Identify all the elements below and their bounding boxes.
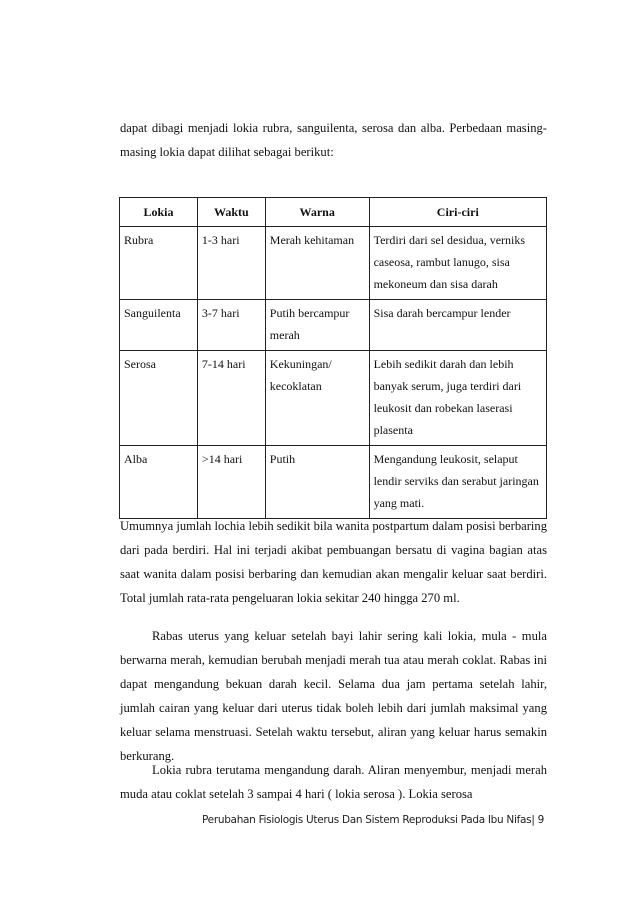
body-paragraph: Rabas uterus yang keluar setelah bayi lahir sering kali lokia, mula - mula berwarna merah, kemudian berubah menjadi merah tua atau merah coklat. Rabas ini dapat mengandung bekuan darah kecil. Selama dua jam pertama setelah lahir, jumlah cairan yang keluar dari uterus tidak boleh lebih dari jumlah maksimal yang keluar selama menstruasi. Setelah waktu tersebut, aliran yang keluar harus semakin berkurang. [120, 629, 547, 763]
body-paragraph: Umumnya jumlah lochia lebih sedikit bila wanita postpartum dalam posisi berbaring dari pada berdiri. Hal ini terjadi akibat pembuangan bersatu di vagina bagian atas saat wanita dalam posisi berbaring dan kemudian akan mengalir keluar saat berdiri. Total jumlah rata-rata pengeluaran lokia sekitar 240 hingga 270 ml. [120, 519, 547, 605]
cell-lokia: Sanguilenta [120, 300, 198, 351]
lokia-table [119, 197, 547, 519]
table-header-row [120, 198, 547, 227]
footer-title: Perubahan Fisiologis Uterus Dan Sistem Reproduksi Pada Ibu Nifas [202, 814, 532, 826]
header-ciri-ciri: Ciri-ciri [369, 198, 546, 227]
cell-ciri-ciri: Mengandung leukosit, selaput lendir serviks dan serabut jaringan yang mati. [369, 446, 546, 519]
table-row [120, 351, 547, 446]
cell-ciri-ciri: Sisa darah bercampur lender [369, 300, 546, 351]
cell-ciri-ciri: Terdiri dari sel desidua, verniks caseosa, rambut lanugo, sisa mekoneum dan sisa darah [369, 227, 546, 300]
table-row [120, 227, 547, 300]
cell-waktu: 7-14 hari [197, 351, 265, 446]
cell-lokia: Alba [120, 446, 198, 519]
page-number: 9 [537, 814, 544, 826]
footer-separator: | [531, 814, 535, 826]
cell-lokia: Rubra [120, 227, 198, 300]
cell-warna: Merah kehitaman [265, 227, 369, 300]
body-paragraph: Lokia rubra terutama mengandung darah. Aliran menyembur, menjadi merah muda atau coklat setelah 3 sampai 4 hari ( lokia serosa ). Lokia serosa [120, 763, 547, 801]
cell-warna: Kekuningan/ kecoklatan [265, 351, 369, 446]
cell-waktu: 3-7 hari [197, 300, 265, 351]
header-waktu: Waktu [197, 198, 265, 227]
table-row [120, 446, 547, 519]
page-footer [0, 814, 544, 826]
cell-waktu: >14 hari [197, 446, 265, 519]
cell-waktu: 1-3 hari [197, 227, 265, 300]
cell-ciri-ciri: Lebih sedikit darah dan lebih banyak serum, juga terdiri dari leukosit dan robekan laserasi plasenta [369, 351, 546, 446]
cell-warna: Putih bercampur merah [265, 300, 369, 351]
table-row [120, 300, 547, 351]
header-lokia: Lokia [120, 198, 198, 227]
header-warna: Warna [265, 198, 369, 227]
cell-lokia: Serosa [120, 351, 198, 446]
cell-warna: Putih [265, 446, 369, 519]
intro-paragraph: dapat dibagi menjadi lokia rubra, sanguilenta, serosa dan alba. Perbedaan masing-masing lokia dapat dilihat sebagai berikut: [120, 121, 547, 159]
